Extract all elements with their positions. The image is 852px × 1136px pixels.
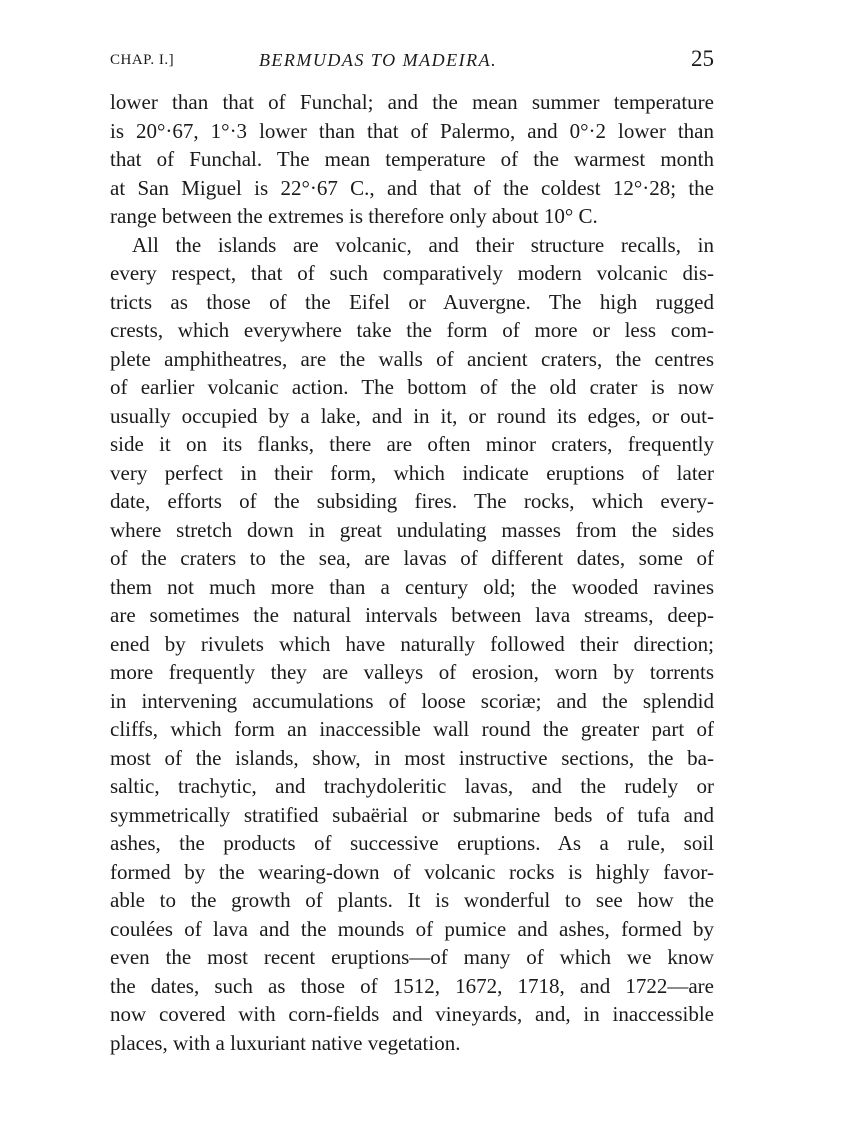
text-line: more frequently they are valleys of erosion, worn by torrents (110, 660, 714, 684)
running-head (110, 46, 714, 80)
text-line: usually occupied by a lake, and in it, or round its edges, or out- (110, 403, 714, 428)
text-line: the dates, such as those of 1512, 1672, 1718, and 1722—are (110, 973, 714, 998)
text-line: tricts as those of the Eifel or Auvergne. The high rugged (110, 289, 714, 314)
text-line: lower than that of Funchal; and the mean summer temperature (110, 90, 714, 114)
paragraph-2 (110, 231, 714, 1058)
text-line: ened by rivulets which have naturally followed their direction; (110, 631, 714, 656)
body-text (110, 88, 714, 1057)
text-line: that of Funchal. The mean temperature of the warmest month (110, 147, 714, 171)
paragraph-1 (110, 88, 714, 231)
text-line: symmetrically stratified subaërial or submarine beds of tufa and (110, 802, 714, 827)
text-line: at San Miguel is 22°·67 C., and that of the coldest 12°·28; the (110, 175, 714, 200)
chapter-label: CHAP. I.] (110, 52, 175, 68)
text-line: of the craters to the sea, are lavas of different dates, some of (110, 546, 714, 570)
text-line: coulées of lava and the mounds of pumice and ashes, formed by (110, 916, 714, 941)
running-title: BERMUDAS TO MADEIRA. (258, 50, 498, 70)
text-line: side it on its flanks, there are often minor craters, frequently (110, 432, 714, 456)
text-line: even the most recent eruptions—of many of which we know (110, 945, 714, 969)
text-line: cliffs, which form an inaccessible wall round the greater part of (110, 717, 714, 741)
text-line: is 20°·67, 1°·3 lower than that of Palermo, and 0°·2 lower than (110, 118, 714, 143)
text-line: ashes, the products of successive eruptions. As a rule, soil (110, 831, 714, 855)
text-line: date, efforts of the subsiding fires. The rocks, which every- (110, 489, 714, 513)
text-line: saltic, trachytic, and trachydoleritic lavas, and the rudely or (110, 774, 714, 798)
text-line: able to the growth of plants. It is wonderful to see how the (110, 888, 714, 912)
text-line: formed by the wearing-down of volcanic rocks is highly favor- (110, 859, 714, 884)
text-line: crests, which everywhere take the form of more or less com- (110, 318, 714, 342)
text-line: them not much more than a century old; the wooded ravines (110, 574, 714, 599)
text-line: where stretch down in great undulating masses from the sides (110, 517, 714, 542)
text-line: every respect, that of such comparatively modern volcanic dis- (110, 261, 714, 285)
text-line: now covered with corn-fields and vineyards, and, in inaccessible (110, 1002, 714, 1026)
text-line: All the islands are volcanic, and their structure recalls, in (132, 232, 714, 257)
text-line: plete amphitheatres, are the walls of ancient craters, the centres (110, 346, 714, 371)
text-line: places, with a luxuriant native vegetation. (110, 1030, 461, 1055)
page-number: 25 (691, 46, 714, 71)
text-line: in intervening accumulations of loose scoriæ; and the splendid (110, 688, 714, 713)
text-line: of earlier volcanic action. The bottom of the old crater is now (110, 375, 714, 399)
text-line: are sometimes the natural intervals between lava streams, deep- (110, 603, 714, 627)
text-line: range between the extremes is therefore only about 10° C. (110, 204, 598, 228)
text-line: most of the islands, show, in most instructive sections, the ba- (110, 745, 714, 770)
text-line: very perfect in their form, which indicate eruptions of later (110, 460, 714, 485)
